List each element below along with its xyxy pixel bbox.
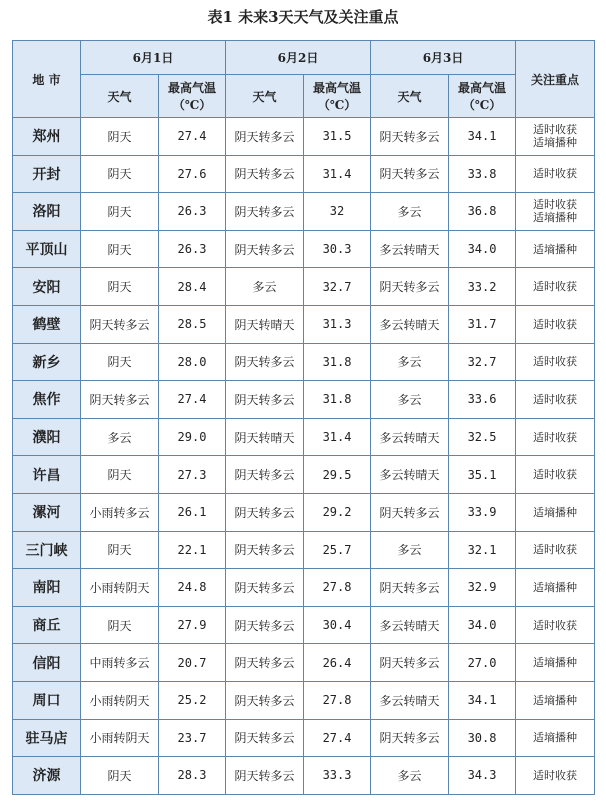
day2-temp-cell: 32 xyxy=(304,193,371,231)
header-temp-unit: （℃） xyxy=(172,98,212,112)
weather-table xyxy=(12,40,595,795)
day3-temp-cell: 34.0 xyxy=(449,606,516,644)
focus-line: 适时收获 xyxy=(533,768,578,782)
day1-weather-cell: 阴天 xyxy=(81,456,159,494)
city-cell: 漯河 xyxy=(13,493,81,531)
day3-temp-cell: 33.6 xyxy=(449,381,516,419)
day1-weather-cell: 小雨转多云 xyxy=(81,493,159,531)
day1-weather-cell: 阴天转多云 xyxy=(81,305,159,343)
city-cell: 商丘 xyxy=(13,606,81,644)
focus-cell xyxy=(516,418,595,456)
header-temp-label: 最高气温 xyxy=(313,81,362,95)
day1-weather-cell: 阴天转多云 xyxy=(81,381,159,419)
day2-temp-cell: 33.3 xyxy=(304,757,371,795)
city-cell: 南阳 xyxy=(13,569,81,607)
day3-weather-cell: 多云 xyxy=(371,193,449,231)
header-temp xyxy=(449,75,516,118)
table-row xyxy=(13,644,595,682)
day3-temp-cell: 34.0 xyxy=(449,230,516,268)
city-cell: 鹤壁 xyxy=(13,305,81,343)
focus-cell xyxy=(516,456,595,494)
day2-weather-cell: 阴天转多云 xyxy=(226,719,304,757)
focus-cell xyxy=(516,230,595,268)
day3-temp-cell: 33.2 xyxy=(449,268,516,306)
city-cell: 信阳 xyxy=(13,644,81,682)
day2-weather-cell: 阴天转晴天 xyxy=(226,305,304,343)
day2-weather-cell: 阴天转多云 xyxy=(226,644,304,682)
city-cell: 濮阳 xyxy=(13,418,81,456)
day2-temp-cell: 26.4 xyxy=(304,644,371,682)
day1-temp-cell: 26.3 xyxy=(159,193,226,231)
table-row xyxy=(13,569,595,607)
day1-temp-cell: 23.7 xyxy=(159,719,226,757)
city-cell: 平顶山 xyxy=(13,230,81,268)
day3-temp-cell: 27.0 xyxy=(449,644,516,682)
focus-line: 适墒播种 xyxy=(533,136,578,150)
focus-line: 适墒播种 xyxy=(533,505,578,519)
day2-weather-cell: 阴天转多云 xyxy=(226,193,304,231)
focus-line: 适时收获 xyxy=(533,198,578,212)
table-row xyxy=(13,155,595,193)
day2-temp-cell: 27.8 xyxy=(304,681,371,719)
city-cell: 新乡 xyxy=(13,343,81,381)
focus-line: 适时收获 xyxy=(533,618,578,632)
day3-temp-cell: 32.9 xyxy=(449,569,516,607)
table-row xyxy=(13,757,595,795)
day1-temp-cell: 26.1 xyxy=(159,493,226,531)
focus-line: 适时收获 xyxy=(533,430,578,444)
day1-temp-cell: 28.4 xyxy=(159,268,226,306)
day3-temp-cell: 32.5 xyxy=(449,418,516,456)
focus-cell xyxy=(516,719,595,757)
table-row xyxy=(13,230,595,268)
city-cell: 周口 xyxy=(13,681,81,719)
header-weather: 天气 xyxy=(226,75,304,118)
day2-weather-cell: 阴天转多云 xyxy=(226,155,304,193)
city-cell: 驻马店 xyxy=(13,719,81,757)
focus-line: 适墒播种 xyxy=(533,580,578,594)
focus-cell xyxy=(516,569,595,607)
focus-cell xyxy=(516,155,595,193)
day1-temp-cell: 25.2 xyxy=(159,681,226,719)
day2-weather-cell: 阴天转多云 xyxy=(226,456,304,494)
focus-cell xyxy=(516,681,595,719)
day3-weather-cell: 多云 xyxy=(371,343,449,381)
focus-line: 适时收获 xyxy=(533,123,578,137)
day2-weather-cell: 阴天转多云 xyxy=(226,493,304,531)
header-temp xyxy=(304,75,371,118)
city-cell: 济源 xyxy=(13,757,81,795)
day1-weather-cell: 阴天 xyxy=(81,230,159,268)
city-cell: 三门峡 xyxy=(13,531,81,569)
day3-weather-cell: 多云转晴天 xyxy=(371,681,449,719)
header-day-1: 6月1日 xyxy=(81,41,226,75)
day2-weather-cell: 多云 xyxy=(226,268,304,306)
day3-weather-cell: 阴天转多云 xyxy=(371,268,449,306)
day3-weather-cell: 多云转晴天 xyxy=(371,230,449,268)
day1-temp-cell: 27.4 xyxy=(159,381,226,419)
day1-weather-cell: 阴天 xyxy=(81,531,159,569)
day2-temp-cell: 31.8 xyxy=(304,381,371,419)
day1-temp-cell: 27.6 xyxy=(159,155,226,193)
header-temp-unit: （℃） xyxy=(462,98,502,112)
table-row xyxy=(13,606,595,644)
day1-weather-cell: 小雨转阴天 xyxy=(81,719,159,757)
day2-temp-cell: 29.2 xyxy=(304,493,371,531)
day2-temp-cell: 31.5 xyxy=(304,118,371,156)
day3-temp-cell: 30.8 xyxy=(449,719,516,757)
focus-line: 适时收获 xyxy=(533,355,578,369)
focus-cell xyxy=(516,606,595,644)
day1-weather-cell: 中雨转多云 xyxy=(81,644,159,682)
table-row xyxy=(13,305,595,343)
day3-weather-cell: 阴天转多云 xyxy=(371,569,449,607)
focus-line: 适时收获 xyxy=(533,317,578,331)
day3-temp-cell: 35.1 xyxy=(449,456,516,494)
city-cell: 焦作 xyxy=(13,381,81,419)
header-temp xyxy=(159,75,226,118)
header-weather: 天气 xyxy=(81,75,159,118)
focus-cell xyxy=(516,268,595,306)
day2-temp-cell: 30.3 xyxy=(304,230,371,268)
header-day-3: 6月3日 xyxy=(371,41,516,75)
day1-temp-cell: 28.0 xyxy=(159,343,226,381)
focus-cell xyxy=(516,531,595,569)
city-cell: 许昌 xyxy=(13,456,81,494)
day2-weather-cell: 阴天转多云 xyxy=(226,569,304,607)
table-row xyxy=(13,531,595,569)
day1-temp-cell: 28.5 xyxy=(159,305,226,343)
focus-line: 适时收获 xyxy=(533,280,578,294)
day1-temp-cell: 22.1 xyxy=(159,531,226,569)
focus-cell xyxy=(516,493,595,531)
focus-cell xyxy=(516,757,595,795)
focus-cell xyxy=(516,381,595,419)
day2-weather-cell: 阴天转多云 xyxy=(226,343,304,381)
table-title: 表1 未来3天天气及关注重点 xyxy=(207,8,399,26)
day3-weather-cell: 多云转晴天 xyxy=(371,305,449,343)
day3-weather-cell: 阴天转多云 xyxy=(371,644,449,682)
focus-line: 适墒播种 xyxy=(533,242,578,256)
day3-temp-cell: 34.1 xyxy=(449,681,516,719)
day1-weather-cell: 阴天 xyxy=(81,155,159,193)
city-cell: 安阳 xyxy=(13,268,81,306)
day1-weather-cell: 小雨转阴天 xyxy=(81,681,159,719)
day3-weather-cell: 多云转晴天 xyxy=(371,456,449,494)
day3-temp-cell: 31.7 xyxy=(449,305,516,343)
header-temp-unit: （℃） xyxy=(317,98,357,112)
focus-line: 适时收获 xyxy=(533,543,578,557)
table-row xyxy=(13,268,595,306)
day2-temp-cell: 27.8 xyxy=(304,569,371,607)
header-day-2: 6月2日 xyxy=(226,41,371,75)
focus-line: 适时收获 xyxy=(533,167,578,181)
day3-weather-cell: 阴天转多云 xyxy=(371,118,449,156)
day3-temp-cell: 33.8 xyxy=(449,155,516,193)
day3-temp-cell: 36.8 xyxy=(449,193,516,231)
header-focus: 关注重点 xyxy=(516,41,595,118)
day1-temp-cell: 20.7 xyxy=(159,644,226,682)
focus-line: 适时收获 xyxy=(533,468,578,482)
table-body xyxy=(13,118,595,795)
focus-line: 适墒播种 xyxy=(533,731,578,745)
day1-weather-cell: 多云 xyxy=(81,418,159,456)
day1-weather-cell: 阴天 xyxy=(81,118,159,156)
focus-line: 适时收获 xyxy=(533,392,578,406)
day2-weather-cell: 阴天转多云 xyxy=(226,230,304,268)
city-cell: 开封 xyxy=(13,155,81,193)
day1-weather-cell: 阴天 xyxy=(81,606,159,644)
day3-weather-cell: 阴天转多云 xyxy=(371,493,449,531)
table-row xyxy=(13,456,595,494)
day2-temp-cell: 25.7 xyxy=(304,531,371,569)
day2-weather-cell: 阴天转多云 xyxy=(226,757,304,795)
focus-cell xyxy=(516,118,595,156)
day2-weather-cell: 阴天转多云 xyxy=(226,681,304,719)
city-cell: 郑州 xyxy=(13,118,81,156)
day1-weather-cell: 阴天 xyxy=(81,343,159,381)
focus-cell xyxy=(516,305,595,343)
table-row xyxy=(13,681,595,719)
focus-line: 适墒播种 xyxy=(533,211,578,225)
day3-temp-cell: 33.9 xyxy=(449,493,516,531)
day3-weather-cell: 阴天转多云 xyxy=(371,155,449,193)
header-weather: 天气 xyxy=(371,75,449,118)
city-cell: 洛阳 xyxy=(13,193,81,231)
focus-cell xyxy=(516,343,595,381)
day3-weather-cell: 多云 xyxy=(371,381,449,419)
header-temp-label: 最高气温 xyxy=(168,81,217,95)
day2-temp-cell: 31.3 xyxy=(304,305,371,343)
day2-temp-cell: 31.4 xyxy=(304,418,371,456)
day2-temp-cell: 30.4 xyxy=(304,606,371,644)
day1-weather-cell: 阴天 xyxy=(81,193,159,231)
day2-temp-cell: 27.4 xyxy=(304,719,371,757)
day2-weather-cell: 阴天转多云 xyxy=(226,381,304,419)
day2-temp-cell: 31.4 xyxy=(304,155,371,193)
day3-weather-cell: 多云转晴天 xyxy=(371,606,449,644)
day1-temp-cell: 27.4 xyxy=(159,118,226,156)
focus-line: 适墒播种 xyxy=(533,693,578,707)
table-row xyxy=(13,493,595,531)
day2-weather-cell: 阴天转晴天 xyxy=(226,418,304,456)
header-temp-label: 最高气温 xyxy=(458,81,507,95)
day1-temp-cell: 27.9 xyxy=(159,606,226,644)
day2-temp-cell: 29.5 xyxy=(304,456,371,494)
focus-cell xyxy=(516,644,595,682)
day3-weather-cell: 多云转晴天 xyxy=(371,418,449,456)
day3-temp-cell: 34.1 xyxy=(449,118,516,156)
day2-temp-cell: 31.8 xyxy=(304,343,371,381)
table-row xyxy=(13,343,595,381)
focus-line: 适墒播种 xyxy=(533,656,578,670)
day1-weather-cell: 小雨转阴天 xyxy=(81,569,159,607)
day1-temp-cell: 28.3 xyxy=(159,757,226,795)
table-row xyxy=(13,418,595,456)
day3-temp-cell: 32.1 xyxy=(449,531,516,569)
day3-weather-cell: 多云 xyxy=(371,757,449,795)
day3-temp-cell: 32.7 xyxy=(449,343,516,381)
day2-weather-cell: 阴天转多云 xyxy=(226,606,304,644)
day3-weather-cell: 多云 xyxy=(371,531,449,569)
day1-temp-cell: 27.3 xyxy=(159,456,226,494)
focus-cell xyxy=(516,193,595,231)
day1-temp-cell: 26.3 xyxy=(159,230,226,268)
table-row xyxy=(13,381,595,419)
day2-weather-cell: 阴天转多云 xyxy=(226,531,304,569)
day1-weather-cell: 阴天 xyxy=(81,757,159,795)
day2-weather-cell: 阴天转多云 xyxy=(226,118,304,156)
day1-temp-cell: 24.8 xyxy=(159,569,226,607)
day1-temp-cell: 29.0 xyxy=(159,418,226,456)
header-city: 地 市 xyxy=(13,41,81,118)
table-row xyxy=(13,719,595,757)
day3-temp-cell: 34.3 xyxy=(449,757,516,795)
table-row xyxy=(13,193,595,231)
day1-weather-cell: 阴天 xyxy=(81,268,159,306)
table-row xyxy=(13,118,595,156)
day3-weather-cell: 阴天转多云 xyxy=(371,719,449,757)
day2-temp-cell: 32.7 xyxy=(304,268,371,306)
